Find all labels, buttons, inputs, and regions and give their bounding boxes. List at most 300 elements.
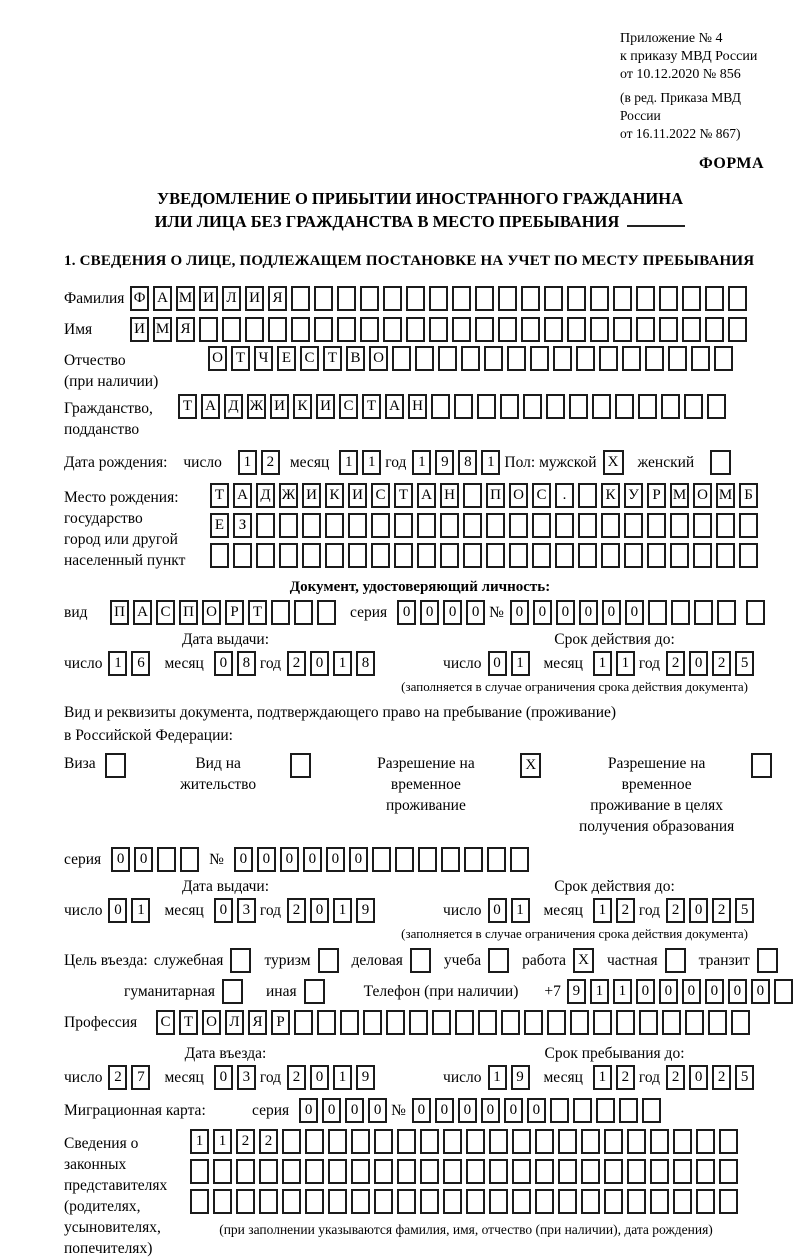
char-cell[interactable]: 0 [234,847,253,872]
char-cell[interactable]: Т [178,394,197,419]
char-cell[interactable] [371,513,390,538]
char-cell[interactable]: К [601,483,620,508]
char-cell[interactable] [670,513,689,538]
char-cell[interactable] [328,1159,347,1184]
char-cell[interactable]: Т [323,346,342,371]
char-cell[interactable]: 0 [579,600,598,625]
char-cell[interactable] [259,1189,278,1214]
char-cell[interactable]: 2 [666,1065,685,1090]
char-cell[interactable] [719,1159,738,1184]
char-cell[interactable]: Ж [247,394,266,419]
char-cell[interactable]: К [293,394,312,419]
char-cell[interactable]: Л [222,286,241,311]
char-cell[interactable] [337,286,356,311]
char-cell[interactable]: С [532,483,551,508]
char-cell[interactable]: 9 [511,1065,530,1090]
char-cell[interactable] [547,1010,566,1035]
char-cell[interactable]: 2 [616,898,635,923]
char-cell[interactable] [463,513,482,538]
char-cell[interactable] [478,1010,497,1035]
char-cell[interactable]: 0 [625,600,644,625]
char-cell[interactable] [731,1010,750,1035]
char-cell[interactable] [394,513,413,538]
char-cell[interactable] [592,394,611,419]
char-cell[interactable] [590,286,609,311]
char-cell[interactable]: И [316,394,335,419]
char-cell[interactable]: 0 [636,979,655,1004]
char-cell[interactable] [581,1189,600,1214]
char-cell[interactable]: 0 [280,847,299,872]
char-cell[interactable] [463,483,482,508]
char-cell[interactable] [673,1159,692,1184]
char-cell[interactable] [374,1159,393,1184]
char-cell[interactable] [291,286,310,311]
study-checkbox[interactable] [488,948,509,973]
char-cell[interactable] [455,1010,474,1035]
char-cell[interactable] [558,1189,577,1214]
char-cell[interactable]: 9 [356,1065,375,1090]
char-cell[interactable]: 1 [590,979,609,1004]
char-cell[interactable]: 0 [345,1098,364,1123]
char-cell[interactable] [317,600,336,625]
char-cell[interactable] [415,346,434,371]
char-cell[interactable] [558,1129,577,1154]
char-cell[interactable]: 2 [287,898,306,923]
char-cell[interactable] [671,600,690,625]
char-cell[interactable] [636,286,655,311]
char-cell[interactable]: А [133,600,152,625]
transit-checkbox[interactable] [757,948,778,973]
char-cell[interactable] [521,317,540,342]
char-cell[interactable]: 3 [237,898,256,923]
char-cell[interactable] [501,1010,520,1035]
char-cell[interactable] [397,1189,416,1214]
char-cell[interactable] [599,346,618,371]
char-cell[interactable]: 0 [488,651,507,676]
temp-residence-checkbox[interactable]: X [520,753,541,778]
char-cell[interactable] [429,286,448,311]
char-cell[interactable]: 9 [435,450,454,475]
char-cell[interactable] [420,1129,439,1154]
char-cell[interactable]: 0 [533,600,552,625]
char-cell[interactable] [728,286,747,311]
char-cell[interactable] [567,317,586,342]
char-cell[interactable] [236,1189,255,1214]
char-cell[interactable] [569,394,588,419]
char-cell[interactable] [521,286,540,311]
char-cell[interactable] [351,1159,370,1184]
char-cell[interactable]: 1 [616,651,635,676]
char-cell[interactable] [639,1010,658,1035]
char-cell[interactable] [739,513,758,538]
char-cell[interactable]: О [369,346,388,371]
char-cell[interactable]: К [325,483,344,508]
char-cell[interactable] [475,317,494,342]
char-cell[interactable] [190,1189,209,1214]
char-cell[interactable]: 0 [435,1098,454,1123]
char-cell[interactable] [314,286,333,311]
char-cell[interactable]: 1 [131,898,150,923]
char-cell[interactable] [305,1159,324,1184]
char-cell[interactable] [363,1010,382,1035]
char-cell[interactable]: У [624,483,643,508]
char-cell[interactable] [509,543,528,568]
char-cell[interactable] [601,543,620,568]
char-cell[interactable] [604,1159,623,1184]
char-cell[interactable] [578,513,597,538]
char-cell[interactable]: 0 [682,979,701,1004]
char-cell[interactable]: 0 [214,898,233,923]
char-cell[interactable] [441,847,460,872]
char-cell[interactable] [546,394,565,419]
char-cell[interactable]: Я [176,317,195,342]
char-cell[interactable] [530,346,549,371]
char-cell[interactable] [774,979,793,1004]
char-cell[interactable] [374,1189,393,1214]
char-cell[interactable]: 1 [108,651,127,676]
official-checkbox[interactable] [230,948,251,973]
char-cell[interactable] [578,543,597,568]
char-cell[interactable] [443,1189,462,1214]
char-cell[interactable] [302,543,321,568]
business-checkbox[interactable] [410,948,431,973]
char-cell[interactable] [555,513,574,538]
char-cell[interactable]: И [270,394,289,419]
char-cell[interactable] [489,1159,508,1184]
humanitarian-checkbox[interactable] [222,979,243,1004]
char-cell[interactable] [256,543,275,568]
char-cell[interactable] [486,513,505,538]
char-cell[interactable] [544,317,563,342]
char-cell[interactable] [394,543,413,568]
char-cell[interactable] [719,1129,738,1154]
char-cell[interactable] [317,1010,336,1035]
char-cell[interactable]: Н [440,483,459,508]
char-cell[interactable] [222,317,241,342]
char-cell[interactable]: 2 [712,898,731,923]
char-cell[interactable]: 2 [666,651,685,676]
char-cell[interactable]: 2 [108,1065,127,1090]
char-cell[interactable]: В [346,346,365,371]
char-cell[interactable] [406,317,425,342]
char-cell[interactable] [707,394,726,419]
char-cell[interactable] [685,1010,704,1035]
char-cell[interactable]: Т [231,346,250,371]
char-cell[interactable]: 0 [108,898,127,923]
char-cell[interactable] [190,1159,209,1184]
char-cell[interactable]: И [199,286,218,311]
char-cell[interactable] [213,1189,232,1214]
char-cell[interactable]: 0 [602,600,621,625]
char-cell[interactable]: 2 [616,1065,635,1090]
char-cell[interactable] [392,346,411,371]
char-cell[interactable]: 1 [488,1065,507,1090]
char-cell[interactable]: А [233,483,252,508]
char-cell[interactable] [360,286,379,311]
char-cell[interactable] [647,543,666,568]
char-cell[interactable]: И [245,286,264,311]
char-cell[interactable] [383,317,402,342]
char-cell[interactable] [498,286,517,311]
char-cell[interactable]: 5 [735,1065,754,1090]
char-cell[interactable]: С [156,600,175,625]
char-cell[interactable] [282,1129,301,1154]
char-cell[interactable] [659,286,678,311]
char-cell[interactable] [638,394,657,419]
char-cell[interactable]: О [202,1010,221,1035]
char-cell[interactable] [417,513,436,538]
char-cell[interactable]: 0 [466,600,485,625]
char-cell[interactable]: 0 [751,979,770,1004]
char-cell[interactable] [420,1189,439,1214]
char-cell[interactable] [708,1010,727,1035]
char-cell[interactable] [601,513,620,538]
char-cell[interactable]: 0 [214,1065,233,1090]
char-cell[interactable] [397,1159,416,1184]
char-cell[interactable] [705,286,724,311]
char-cell[interactable]: М [153,317,172,342]
char-cell[interactable]: 0 [322,1098,341,1123]
char-cell[interactable]: 2 [261,450,280,475]
char-cell[interactable] [739,543,758,568]
char-cell[interactable] [431,394,450,419]
char-cell[interactable] [477,394,496,419]
char-cell[interactable]: 1 [190,1129,209,1154]
char-cell[interactable]: 8 [237,651,256,676]
char-cell[interactable]: 1 [339,450,358,475]
char-cell[interactable]: Я [268,286,287,311]
doc-number-extra-cell[interactable] [746,600,765,625]
char-cell[interactable]: А [417,483,436,508]
char-cell[interactable]: 0 [527,1098,546,1123]
char-cell[interactable] [573,1098,592,1123]
char-cell[interactable] [661,394,680,419]
char-cell[interactable] [650,1129,669,1154]
char-cell[interactable] [305,1129,324,1154]
char-cell[interactable] [532,513,551,538]
char-cell[interactable]: М [716,483,735,508]
char-cell[interactable] [624,513,643,538]
char-cell[interactable] [464,847,483,872]
char-cell[interactable]: 0 [458,1098,477,1123]
char-cell[interactable]: 0 [299,1098,318,1123]
char-cell[interactable]: 0 [488,898,507,923]
char-cell[interactable] [648,600,667,625]
char-cell[interactable] [684,394,703,419]
char-cell[interactable] [500,394,519,419]
char-cell[interactable]: А [153,286,172,311]
tourism-checkbox[interactable] [318,948,339,973]
char-cell[interactable] [268,317,287,342]
char-cell[interactable]: 6 [131,651,150,676]
char-cell[interactable] [291,317,310,342]
char-cell[interactable] [452,286,471,311]
char-cell[interactable] [386,1010,405,1035]
char-cell[interactable] [694,600,713,625]
char-cell[interactable] [524,1010,543,1035]
char-cell[interactable] [429,317,448,342]
char-cell[interactable]: Т [362,394,381,419]
char-cell[interactable] [302,513,321,538]
char-cell[interactable] [509,513,528,538]
char-cell[interactable] [489,1129,508,1154]
char-cell[interactable]: Д [256,483,275,508]
char-cell[interactable] [374,1129,393,1154]
char-cell[interactable] [636,317,655,342]
char-cell[interactable]: 1 [412,450,431,475]
char-cell[interactable] [325,513,344,538]
char-cell[interactable] [397,1129,416,1154]
char-cell[interactable]: П [110,600,129,625]
char-cell[interactable]: 0 [214,651,233,676]
char-cell[interactable] [409,1010,428,1035]
char-cell[interactable] [512,1129,531,1154]
char-cell[interactable]: 1 [362,450,381,475]
char-cell[interactable]: Ф [130,286,149,311]
char-cell[interactable]: Т [248,600,267,625]
char-cell[interactable] [590,317,609,342]
char-cell[interactable]: 0 [111,847,130,872]
char-cell[interactable]: 1 [333,898,352,923]
char-cell[interactable]: С [339,394,358,419]
work-checkbox[interactable]: X [573,948,594,973]
char-cell[interactable] [615,394,634,419]
char-cell[interactable] [395,847,414,872]
private-checkbox[interactable] [665,948,686,973]
char-cell[interactable]: 0 [310,898,329,923]
char-cell[interactable] [475,286,494,311]
char-cell[interactable] [351,1189,370,1214]
char-cell[interactable] [461,346,480,371]
char-cell[interactable]: 0 [257,847,276,872]
char-cell[interactable] [348,543,367,568]
char-cell[interactable] [328,1129,347,1154]
char-cell[interactable] [466,1129,485,1154]
char-cell[interactable] [622,346,641,371]
char-cell[interactable]: П [179,600,198,625]
char-cell[interactable] [372,847,391,872]
char-cell[interactable]: М [670,483,689,508]
char-cell[interactable]: С [300,346,319,371]
char-cell[interactable]: С [371,483,390,508]
char-cell[interactable]: 0 [303,847,322,872]
char-cell[interactable] [294,1010,313,1035]
char-cell[interactable] [432,1010,451,1035]
char-cell[interactable] [443,1159,462,1184]
char-cell[interactable]: С [156,1010,175,1035]
char-cell[interactable]: . [555,483,574,508]
char-cell[interactable]: 0 [349,847,368,872]
char-cell[interactable] [213,1159,232,1184]
char-cell[interactable] [593,1010,612,1035]
char-cell[interactable] [642,1098,661,1123]
char-cell[interactable]: 0 [510,600,529,625]
char-cell[interactable]: 1 [593,898,612,923]
char-cell[interactable]: 0 [556,600,575,625]
char-cell[interactable] [576,346,595,371]
char-cell[interactable]: О [509,483,528,508]
char-cell[interactable]: Д [224,394,243,419]
char-cell[interactable] [650,1159,669,1184]
char-cell[interactable]: 1 [613,979,632,1004]
char-cell[interactable] [256,513,275,538]
char-cell[interactable] [512,1189,531,1214]
char-cell[interactable]: 1 [593,1065,612,1090]
char-cell[interactable]: 0 [689,651,708,676]
char-cell[interactable]: 2 [287,1065,306,1090]
char-cell[interactable]: И [302,483,321,508]
char-cell[interactable] [523,394,542,419]
char-cell[interactable] [581,1159,600,1184]
char-cell[interactable]: 8 [356,651,375,676]
char-cell[interactable] [340,1010,359,1035]
char-cell[interactable] [613,286,632,311]
char-cell[interactable]: 1 [593,651,612,676]
char-cell[interactable]: 0 [705,979,724,1004]
char-cell[interactable]: 0 [481,1098,500,1123]
char-cell[interactable] [351,1129,370,1154]
char-cell[interactable] [314,317,333,342]
char-cell[interactable] [507,346,526,371]
other-checkbox[interactable] [304,979,325,1004]
char-cell[interactable] [484,346,503,371]
char-cell[interactable]: А [201,394,220,419]
char-cell[interactable]: 0 [412,1098,431,1123]
char-cell[interactable]: Р [225,600,244,625]
char-cell[interactable] [440,543,459,568]
char-cell[interactable] [360,317,379,342]
sex-male-checkbox[interactable]: X [603,450,624,475]
char-cell[interactable]: Ж [279,483,298,508]
char-cell[interactable] [417,543,436,568]
char-cell[interactable]: М [176,286,195,311]
char-cell[interactable] [532,543,551,568]
char-cell[interactable] [650,1189,669,1214]
char-cell[interactable] [627,1189,646,1214]
char-cell[interactable]: 3 [237,1065,256,1090]
char-cell[interactable] [668,346,687,371]
char-cell[interactable] [627,1129,646,1154]
char-cell[interactable]: 1 [511,898,530,923]
char-cell[interactable] [452,317,471,342]
char-cell[interactable] [673,1189,692,1214]
char-cell[interactable]: 7 [131,1065,150,1090]
char-cell[interactable]: 2 [259,1129,278,1154]
char-cell[interactable] [348,513,367,538]
char-cell[interactable]: О [208,346,227,371]
char-cell[interactable] [627,1159,646,1184]
char-cell[interactable] [696,1129,715,1154]
char-cell[interactable]: О [693,483,712,508]
char-cell[interactable]: 0 [689,1065,708,1090]
char-cell[interactable] [705,317,724,342]
char-cell[interactable]: 0 [326,847,345,872]
char-cell[interactable] [420,1159,439,1184]
char-cell[interactable]: Е [277,346,296,371]
char-cell[interactable]: 0 [728,979,747,1004]
char-cell[interactable]: Е [210,513,229,538]
char-cell[interactable]: Я [248,1010,267,1035]
char-cell[interactable] [553,346,572,371]
char-cell[interactable]: 2 [712,651,731,676]
char-cell[interactable]: 0 [420,600,439,625]
char-cell[interactable] [696,1189,715,1214]
char-cell[interactable]: И [348,483,367,508]
char-cell[interactable]: 2 [287,651,306,676]
char-cell[interactable] [406,286,425,311]
char-cell[interactable]: 0 [310,651,329,676]
char-cell[interactable] [691,346,710,371]
